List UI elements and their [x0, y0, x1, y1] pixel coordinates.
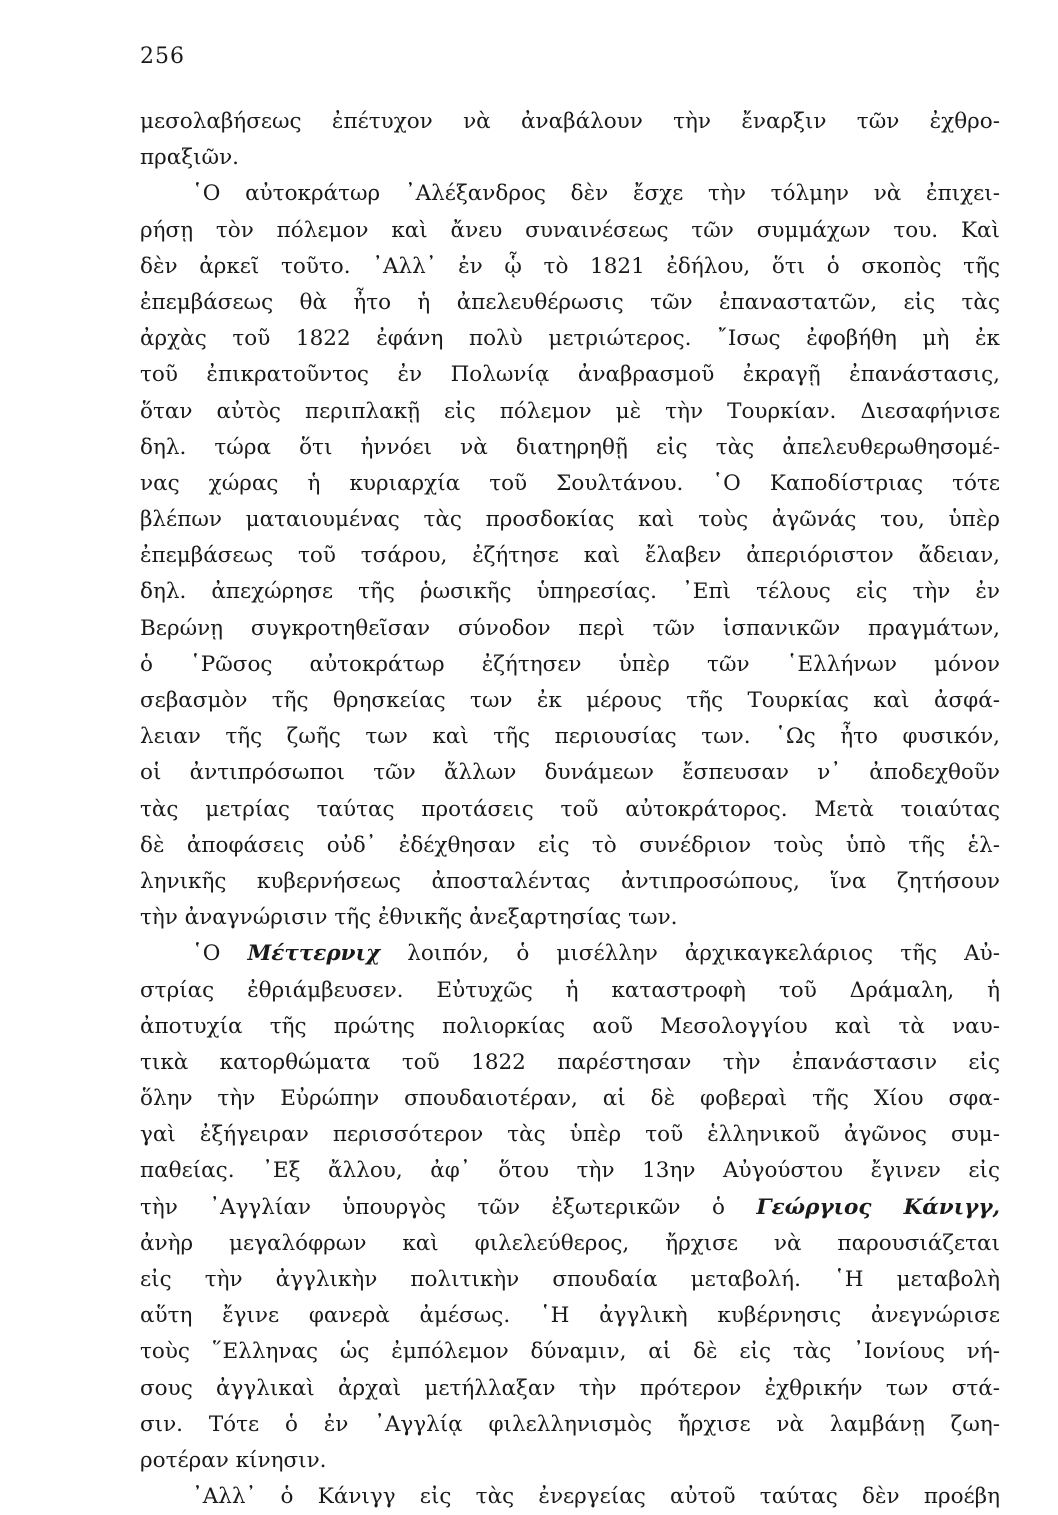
- text-segment: πραξιῶν.: [140, 145, 239, 171]
- text-line: [140, 1190, 1000, 1226]
- text-segment: ληνικῆς κυβερνήσεως ἀποσταλέντας ἀντιπροσώπους, ἵνα ζητήσουν: [140, 868, 1000, 894]
- text-segment: δηλ. τώρα ὅτι ἠννόει νὰ διατηρηθῇ εἰς τὰς ἀπελευθερωθησομέ-: [140, 434, 1000, 460]
- text-segment: ῾Ο αὐτοκράτωρ ᾿Αλέξανδρος δὲν ἔσχε τὴν τόλμην νὰ ἐπιχει-: [192, 181, 1000, 207]
- text-line: [140, 828, 1000, 864]
- text-line: [140, 719, 1000, 755]
- text-segment: βλέπων ματαιουμένας τὰς προσδοκίας καὶ τοὺς ἀγῶνάς του, ὑπὲρ: [140, 507, 1000, 533]
- text-segment: λειαν τῆς ζωῆς των καὶ τῆς περιουσίας των. ῾Ως ἦτο φυσικόν,: [140, 724, 1000, 750]
- text-line: [140, 936, 1000, 972]
- text-line: [140, 973, 1000, 1009]
- text-line: [140, 1262, 1000, 1298]
- text-line: [140, 285, 1000, 321]
- text-segment: Βερώνῃ συγκροτηθεῖσαν σύνοδον περὶ τῶν ἱσπανικῶν πραγμάτων,: [140, 615, 1000, 641]
- text-segment: σιν. Τότε ὁ ἐν ᾿Αγγλίᾳ φιλελληνισμὸς ἤρχισε νὰ λαμβάνῃ ζωη-: [140, 1411, 1000, 1437]
- text-line: [140, 1443, 1000, 1479]
- text-segment: ὅλην τὴν Εὐρώπην σπουδαιοτέραν, αἱ δὲ φοβεραὶ τῆς Χίου σφα-: [140, 1086, 1000, 1112]
- text-line: [140, 104, 1000, 140]
- text-segment: ροτέραν κίνησιν.: [140, 1447, 327, 1473]
- text-line: [140, 394, 1000, 430]
- text-line: [140, 1371, 1000, 1407]
- text-line: [140, 538, 1000, 574]
- emphasized-name: Γεώργιος Κάνιγγ,: [756, 1194, 1000, 1220]
- text-line: [140, 249, 1000, 285]
- text-line: [140, 140, 1000, 176]
- text-segment: τοῦ ἐπικρατοῦντος ἐν Πολωνίᾳ ἀναβρασμοῦ ἐκραγῇ ἐπανάστασις,: [140, 362, 1000, 388]
- page-number: 256: [140, 44, 185, 69]
- text-segment: μεσολαβήσεως ἐπέτυχον νὰ ἀναβάλουν τὴν ἔναρξιν τῶν ἐχθρο-: [140, 109, 1000, 134]
- text-segment: ὁ ῾Ρῶσος αὐτοκράτωρ ἐζήτησεν ὑπὲρ τῶν ῾Ελλήνων μόνον: [140, 651, 1000, 677]
- text-line: [140, 176, 1000, 212]
- text-segment: τὴν ᾿Αγγλίαν ὑπουργὸς τῶν ἐξωτερικῶν ὁ: [140, 1194, 757, 1220]
- text-line: [140, 1334, 1000, 1370]
- text-line: [140, 1479, 1000, 1515]
- body-text: [140, 104, 1000, 1515]
- text-segment: τικὰ κατορθώματα τοῦ 1822 παρέστησαν τὴν ἐπανάστασιν εἰς: [140, 1049, 1000, 1075]
- text-line: [140, 755, 1000, 791]
- text-line: [140, 1407, 1000, 1443]
- text-segment: παθείας. ᾿Εξ ἄλλου, ἀφ᾿ ὅτου τὴν 13ην Αὐγούστου ἔγινεν εἰς: [140, 1158, 1000, 1184]
- text-segment: ἀρχὰς τοῦ 1822 ἐφάνη πολὺ μετριώτερος. ῎Ισως ἐφοβήθη μὴ ἐκ: [140, 326, 1000, 352]
- text-segment: ἐπεμβάσεως θὰ ἦτο ἡ ἀπελευθέρωσις τῶν ἐπαναστατῶν, εἰς τὰς: [140, 289, 1000, 315]
- text-segment: ὅταν αὐτὸς περιπλακῇ εἰς πόλεμον μὲ τὴν Τουρκίαν. Διεσαφήνισε: [140, 398, 1000, 424]
- text-line: [140, 1298, 1000, 1334]
- text-segment: νας χώρας ἡ κυριαρχία τοῦ Σουλτάνου. ῾Ο Καποδίστριας τότε: [140, 470, 1000, 496]
- text-segment: τὴν ἀναγνώρισιν τῆς ἐθνικῆς ἀνεξαρτησίας των.: [140, 905, 678, 931]
- text-line: [140, 1081, 1000, 1117]
- text-line: [140, 647, 1000, 683]
- text-segment: τὰς μετρίας ταύτας προτάσεις τοῦ αὐτοκράτορος. Μετὰ τοιαύτας: [140, 796, 1000, 822]
- text-line: [140, 1153, 1000, 1189]
- text-line: [140, 1117, 1000, 1153]
- emphasized-name: Μέττερνιχ: [247, 941, 381, 967]
- text-line: [140, 900, 1000, 936]
- text-segment: γαὶ ἐξήγειραν περισσότερον τὰς ὑπὲρ τοῦ ἑλληνικοῦ ἀγῶνος συμ-: [140, 1122, 1000, 1148]
- text-segment: αὕτη ἔγινε φανερὰ ἀμέσως. ῾Η ἀγγλικὴ κυβέρνησις ἀνεγνώρισε: [140, 1303, 1000, 1329]
- text-line: [140, 574, 1000, 610]
- text-segment: εἰς τὴν ἀγγλικὴν πολιτικὴν σπουδαία μεταβολή. ῾Η μεταβολὴ: [140, 1267, 1000, 1292]
- text-segment: ᾿Αλλ᾿ ὁ Κάνιγγ εἰς τὰς ἐνεργείας αὐτοῦ ταύτας δὲν προέβη: [192, 1484, 1000, 1510]
- text-line: [140, 1009, 1000, 1045]
- text-line: [140, 1045, 1000, 1081]
- text-segment: δηλ. ἀπεχώρησε τῆς ῥωσικῆς ὑπηρεσίας. ᾿Επὶ τέλους εἰς τὴν ἐν: [140, 579, 1000, 605]
- text-line: [140, 1226, 1000, 1262]
- text-segment: ἀποτυχία τῆς πρώτης πολιορκίας αοῦ Μεσολογγίου καὶ τὰ ναυ-: [140, 1013, 1000, 1039]
- text-segment: δὲ ἀποφάσεις οὐδ᾿ ἐδέχθησαν εἰς τὸ συνέδριον τοὺς ὑπὸ τῆς ἑλ-: [140, 832, 1000, 858]
- text-line: [140, 792, 1000, 828]
- text-segment: στρίας ἐθριάμβευσεν. Εὐτυχῶς ἡ καταστροφὴ τοῦ Δράμαλη, ἡ: [140, 977, 1000, 1003]
- text-segment: ῾Ο: [192, 941, 248, 967]
- text-segment: σους ἀγγλικαὶ ἀρχαὶ μετήλλαξαν τὴν πρότερον ἐχθρικήν των στά-: [140, 1375, 1000, 1401]
- text-segment: σεβασμὸν τῆς θρησκείας των ἐκ μέρους τῆς Τουρκίας καὶ ἀσφά-: [140, 688, 1000, 713]
- text-line: [140, 683, 1000, 719]
- text-segment: δὲν ἀρκεῖ τοῦτο. ᾿Αλλ᾿ ἐν ᾧ τὸ 1821 ἐδήλου, ὅτι ὁ σκοπὸς τῆς: [140, 253, 1000, 279]
- text-line: [140, 466, 1000, 502]
- text-line: [140, 611, 1000, 647]
- text-line: [140, 213, 1000, 249]
- text-segment: ἀνὴρ μεγαλόφρων καὶ φιλελεύθερος, ἤρχισε νὰ παρουσιάζεται: [140, 1230, 1000, 1256]
- text-segment: ἐπεμβάσεως τοῦ τσάρου, ἐζήτησε καὶ ἔλαβεν ἀπεριόριστον ἄδειαν,: [140, 543, 1000, 569]
- text-line: [140, 864, 1000, 900]
- text-segment: οἱ ἀντιπρόσωποι τῶν ἄλλων δυνάμεων ἔσπευσαν ν᾿ ἀποδεχθοῦν: [140, 760, 1000, 786]
- text-line: [140, 321, 1000, 357]
- text-segment: λοιπόν, ὁ μισέλλην ἀρχικαγκελάριος τῆς Αὐ-: [380, 941, 1000, 967]
- text-line: [140, 357, 1000, 393]
- text-segment: τοὺς ῞Ελληνας ὡς ἐμπόλεμον δύναμιν, αἱ δὲ εἰς τὰς ᾿Ιονίους νή-: [140, 1339, 1000, 1365]
- text-line: [140, 430, 1000, 466]
- text-line: [140, 502, 1000, 538]
- text-segment: ρήσῃ τὸν πόλεμον καὶ ἄνευ συναινέσεως τῶν συμμάχων του. Καὶ: [140, 217, 1000, 243]
